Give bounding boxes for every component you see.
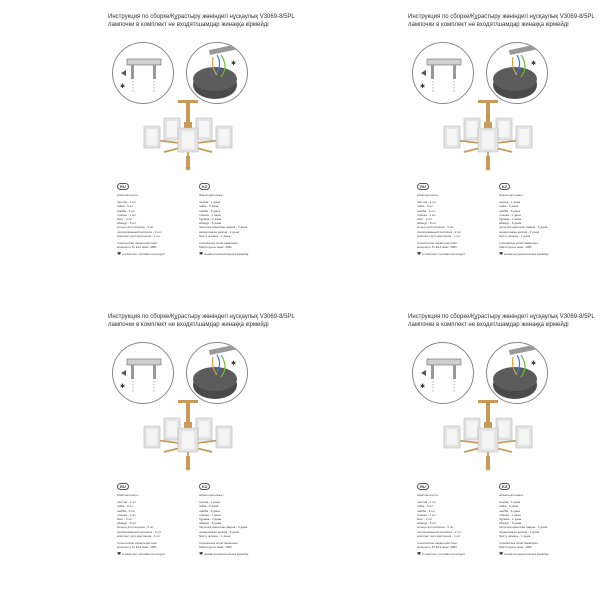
kz-heading: Жиынтықтылығы: <box>499 493 524 497</box>
kz-item: планка - 1 дана <box>499 212 521 217</box>
kz-item: гайка - 6 дана <box>499 504 519 509</box>
kz-note: жинақтың жиынтығына кірмейді <box>204 552 249 557</box>
lang-badge-kz: KZ <box>199 183 210 190</box>
wiring-diagram <box>186 42 248 104</box>
instruction-title <box>408 314 596 329</box>
ru-item: планка - 1 шт. <box>417 512 437 517</box>
ru-item: планка - 1 шт. <box>417 212 437 217</box>
ru-item: планка - 1 шт. <box>117 512 137 517</box>
ru-tech-value: мощность 5x E14 макс. 40Вт <box>117 545 157 550</box>
ru-item: изолированный колпачок - 2 шт. <box>117 229 162 234</box>
kz-heading: Жиынтықтылығы: <box>199 493 224 497</box>
kz-item: оқшауланған қалпақ - 2 дана <box>199 529 240 534</box>
kz-item: бекіту жинағы - 1 дана <box>499 533 531 538</box>
ru-item: комплект для крепления - 1 шт. <box>117 533 161 538</box>
kz-item: шырақ - 1 дана <box>199 200 221 205</box>
svg-text:✱: ✱ <box>531 61 537 67</box>
kz-item: гайка - 6 дана <box>499 204 519 209</box>
kz-tech-heading: техникалық сипаттамалары: <box>199 241 239 246</box>
ru-heading: Комплектность: <box>117 193 139 197</box>
ru-item: люстра - 1 шт. <box>117 500 137 505</box>
ru-item: изолированный колпачок - 2 шт. <box>117 529 162 534</box>
instruction-title <box>108 314 296 329</box>
svg-text:✱: ✱ <box>120 384 126 390</box>
ru-item: кольцо для патрона - 5 шт. <box>417 525 455 530</box>
star-icon: ✱ <box>117 552 122 557</box>
ru-tech-value: мощность 5x E14 макс. 40Вт <box>117 245 157 250</box>
ru-column <box>417 483 479 557</box>
kz-item: бекіту жинағы - 1 дана <box>499 233 531 238</box>
kz-column <box>499 483 563 557</box>
kz-heading: Жиынтықтылығы: <box>199 193 224 197</box>
mounting-bracket-diagram <box>412 42 474 104</box>
kz-item: бұрама - 2 дана <box>499 217 522 222</box>
kz-column <box>199 483 263 557</box>
instruction-title <box>408 14 596 29</box>
star-icon: ✱ <box>499 252 504 257</box>
ru-item: шайба - 6 шт. <box>417 208 436 213</box>
kz-item: планка - 1 дана <box>199 512 221 517</box>
ru-item: изолированный колпачок - 2 шт. <box>417 529 462 534</box>
kz-item: патронға арналған сақина - 5 дана <box>199 225 248 230</box>
chandelier-illustration <box>138 400 238 484</box>
ru-item: комплект для крепления - 1 шт. <box>417 533 461 538</box>
chandelier-illustration <box>438 100 538 184</box>
ru-item: кольцо для патрона - 5 шт. <box>117 525 155 530</box>
ru-column <box>117 183 179 257</box>
ru-item: винт - 2 шт. <box>117 217 133 222</box>
ru-heading: Комплектность: <box>117 493 139 497</box>
ru-item: люстра - 1 шт. <box>117 200 137 205</box>
ru-tech-heading: технические характеристики: <box>417 241 458 246</box>
instruction-panel <box>300 0 600 300</box>
kz-item: оқшауланған қалпақ - 2 дана <box>499 529 540 534</box>
ru-item: абажур - 5 шт. <box>417 521 437 526</box>
title-line-1: Инструкция по сборке/Құрастыру жөніндегі нұсқаулық V3069-8/5PL <box>408 314 595 320</box>
ru-tech-value: мощность 5x E14 макс. 40Вт <box>417 545 457 550</box>
instruction-title <box>108 14 296 29</box>
instruction-panel <box>0 0 300 300</box>
star-icon: ✱ <box>417 252 422 257</box>
mounting-bracket-diagram <box>412 342 474 404</box>
kz-note: жинақтың жиынтығына кірмейді <box>504 252 549 257</box>
lang-badge-kz: KZ <box>199 483 210 490</box>
kz-tech-value: 5xE14 қуаты макс. 40Вт <box>199 245 232 250</box>
wiring-diagram <box>486 42 548 104</box>
kz-tech-heading: техникалық сипаттамалары: <box>199 541 239 546</box>
instruction-panel <box>0 300 300 600</box>
kz-item: патронға арналған сақина - 5 дана <box>199 525 248 530</box>
kz-tech-heading: техникалық сипаттамалары: <box>499 241 539 246</box>
kz-tech-heading: техникалық сипаттамалары: <box>499 541 539 546</box>
svg-text:✱: ✱ <box>120 84 126 90</box>
ru-note: в комплект поставки не входит <box>422 552 465 557</box>
kz-item: патронға арналған сақина - 5 дана <box>499 225 548 230</box>
ru-item: абажур - 5 шт. <box>417 221 437 226</box>
kz-item: шайба - 6 дана <box>199 508 220 513</box>
ru-item: шайба - 6 шт. <box>117 508 136 513</box>
kz-item: абажур - 5 дана <box>199 221 222 226</box>
ru-item: комплект для крепления - 1 шт. <box>117 233 161 238</box>
ru-note: в комплект поставки не входит <box>122 252 165 257</box>
ru-tech-heading: технические характеристики: <box>417 541 458 546</box>
lang-badge-ru: RU <box>117 183 129 190</box>
kz-tech-value: 5xE14 қуаты макс. 40Вт <box>499 245 532 250</box>
instruction-panel <box>300 300 600 600</box>
kz-item: абажур - 5 дана <box>199 521 222 526</box>
ru-item: гайка - 6 шт. <box>417 204 434 209</box>
kz-tech-value: 5xE14 қуаты макс. 40Вт <box>199 545 232 550</box>
ru-item: кольцо для патрона - 5 шт. <box>117 225 155 230</box>
kz-item: бұрама - 2 дана <box>199 517 222 522</box>
ru-column <box>417 183 479 257</box>
star-icon: ✱ <box>117 252 122 257</box>
title-line-2: лампочки в комплект не входят/шамдар жинаққа кірмейді <box>408 321 569 328</box>
kz-item: шырақ - 1 дана <box>199 500 221 505</box>
ru-tech-heading: технические характеристики: <box>117 541 158 546</box>
kz-item: планка - 1 дана <box>499 512 521 517</box>
ru-item: гайка - 6 шт. <box>117 204 134 209</box>
ru-item: кольцо для патрона - 5 шт. <box>417 225 455 230</box>
wiring-diagram <box>186 342 248 404</box>
title-line-2: лампочки в комплект не входят/шамдар жинаққа кірмейді <box>108 21 269 28</box>
ru-item: комплект для крепления - 1 шт. <box>417 233 461 238</box>
title-line-1: Инструкция по сборке/Құрастыру жөніндегі нұсқаулық V3069-8/5PL <box>408 14 595 20</box>
kz-item: шайба - 6 дана <box>199 208 220 213</box>
kz-item: шырақ - 1 дана <box>499 500 521 505</box>
kz-item: оқшауланған қалпақ - 2 дана <box>199 229 240 234</box>
ru-heading: Комплектность: <box>417 193 439 197</box>
kz-item: оқшауланған қалпақ - 2 дана <box>499 229 540 234</box>
ru-item: абажур - 5 шт. <box>117 521 137 526</box>
ru-item: абажур - 5 шт. <box>117 221 137 226</box>
ru-item: люстра - 1 шт. <box>417 500 437 505</box>
kz-item: шайба - 6 дана <box>499 208 520 213</box>
chandelier-illustration <box>138 100 238 184</box>
lang-badge-ru: RU <box>417 183 429 190</box>
ru-column <box>117 483 179 557</box>
ru-item: гайка - 6 шт. <box>117 504 134 509</box>
star-icon: ✱ <box>199 552 204 557</box>
svg-text:✱: ✱ <box>231 61 237 67</box>
wiring-diagram <box>486 342 548 404</box>
title-line-1: Инструкция по сборке/Құрастыру жөніндегі нұсқаулық V3069-8/5PL <box>108 14 295 20</box>
title-line-2: лампочки в комплект не входят/шамдар жинаққа кірмейді <box>408 21 569 28</box>
svg-text:✱: ✱ <box>420 84 426 90</box>
kz-item: планка - 1 дана <box>199 212 221 217</box>
star-icon: ✱ <box>199 252 204 257</box>
kz-item: шырақ - 1 дана <box>499 200 521 205</box>
kz-item: патронға арналған сақина - 5 дана <box>499 525 548 530</box>
svg-text:✱: ✱ <box>420 384 426 390</box>
ru-item: гайка - 6 шт. <box>417 504 434 509</box>
kz-heading: Жиынтықтылығы: <box>499 193 524 197</box>
lang-badge-ru: RU <box>117 483 129 490</box>
kz-item: бекіту жинағы - 1 дана <box>199 533 231 538</box>
kz-column <box>199 183 263 257</box>
ru-note: в комплект поставки не входит <box>122 552 165 557</box>
ru-item: шайба - 6 шт. <box>117 208 136 213</box>
ru-note: в комплект поставки не входит <box>422 252 465 257</box>
lang-badge-kz: KZ <box>499 183 510 190</box>
mounting-bracket-diagram <box>112 42 174 104</box>
kz-item: бұрама - 2 дана <box>499 517 522 522</box>
ru-item: винт - 2 шт. <box>117 517 133 522</box>
svg-text:✱: ✱ <box>231 361 237 367</box>
title-line-2: лампочки в комплект не входят/шамдар жинаққа кірмейді <box>108 321 269 328</box>
kz-item: шайба - 6 дана <box>499 508 520 513</box>
svg-text:✱: ✱ <box>531 361 537 367</box>
kz-tech-value: 5xE14 қуаты макс. 40Вт <box>499 545 532 550</box>
ru-tech-heading: технические характеристики: <box>117 241 158 246</box>
ru-item: винт - 2 шт. <box>417 217 433 222</box>
kz-item: абажур - 5 дана <box>499 521 522 526</box>
ru-item: люстра - 1 шт. <box>417 200 437 205</box>
star-icon: ✱ <box>499 552 504 557</box>
kz-item: гайка - 6 дана <box>199 504 219 509</box>
ru-item: винт - 2 шт. <box>417 517 433 522</box>
lang-badge-ru: RU <box>417 483 429 490</box>
ru-item: изолированный колпачок - 2 шт. <box>417 229 462 234</box>
kz-note: жинақтың жиынтығына кірмейді <box>504 552 549 557</box>
star-icon: ✱ <box>417 552 422 557</box>
lang-badge-kz: KZ <box>499 483 510 490</box>
kz-column <box>499 183 563 257</box>
kz-item: бекіту жинағы - 1 дана <box>199 233 231 238</box>
chandelier-illustration <box>438 400 538 484</box>
mounting-bracket-diagram <box>112 342 174 404</box>
kz-note: жинақтың жиынтығына кірмейді <box>204 252 249 257</box>
ru-tech-value: мощность 5x E14 макс. 40Вт <box>417 245 457 250</box>
title-line-1: Инструкция по сборке/Құрастыру жөніндегі нұсқаулық V3069-8/5PL <box>108 314 295 320</box>
kz-item: абажур - 5 дана <box>499 221 522 226</box>
ru-item: планка - 1 шт. <box>117 212 137 217</box>
kz-item: гайка - 6 дана <box>199 204 219 209</box>
ru-heading: Комплектность: <box>417 493 439 497</box>
ru-item: шайба - 6 шт. <box>417 508 436 513</box>
kz-item: бұрама - 2 дана <box>199 217 222 222</box>
